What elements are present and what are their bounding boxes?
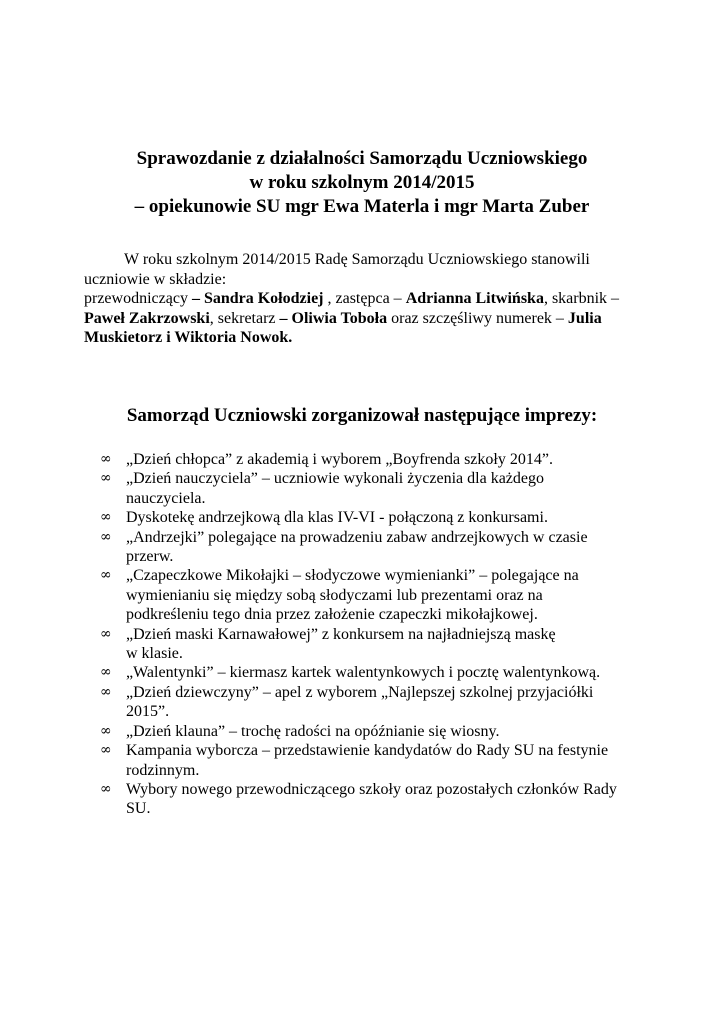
chair-name: – Sandra Kołodziej [191, 290, 324, 307]
list-item [100, 683, 660, 722]
list-item-text: nauczyciela. [126, 489, 206, 507]
list-item [100, 780, 660, 819]
infinity-bullet-icon: ∞ [100, 509, 112, 526]
list-item-text: SU. [126, 800, 151, 818]
list-item-text: „Dzień nauczyciela” – uczniowie wykonali życzenia dla każdego [126, 470, 545, 488]
infinity-bullet-icon: ∞ [100, 780, 112, 797]
title-line-2: w roku szkolnym 2014/2015 [249, 172, 475, 193]
list-item-text: Dyskotekę andrzejkową dla klas IV-VI - połączoną z konkursami. [126, 509, 548, 527]
events-list [100, 450, 660, 819]
role-deputy-label: , zastępca – [323, 290, 406, 307]
list-item-text: „Dzień chłopca” z akademią i wyborem „Boyfrenda szkoły 2014”. [126, 451, 553, 468]
lucky-number-name-1: Julia [567, 309, 602, 327]
title-line-1: Sprawozdanie z działalności Samorządu Uczniowskiego [136, 148, 588, 169]
list-item-text: „Walentynki” – kiermasz kartek walentynkowych i pocztę walentynkową. [126, 664, 601, 682]
list-item [100, 741, 660, 780]
role-treasurer-label: , skarbnik – [543, 290, 620, 307]
list-item [100, 528, 660, 567]
intro-line-3 [84, 289, 654, 309]
intro-line-5: Muskietorz i Wiktoria Nowok. [84, 329, 293, 346]
list-item [100, 722, 660, 741]
list-item [100, 469, 660, 508]
secretary-name: – Oliwia Toboła [279, 309, 388, 327]
list-item [100, 450, 660, 469]
list-item-text: „Czapeczkowe Mikołajki – słodyczowe wymienianki” – polegające na [126, 567, 579, 585]
role-secretary-label: , sekretarz [209, 309, 280, 327]
title-line-3: – opiekunowie SU mgr Ewa Materla i mgr Marta Zuber [134, 196, 590, 217]
list-item-text: „Andrzejki” polegające na prowadzeniu zabaw andrzejkowych w czasie [126, 528, 588, 546]
list-item [100, 566, 660, 624]
role-chair-label: przewodniczący [84, 290, 192, 307]
infinity-bullet-icon: ∞ [100, 742, 112, 759]
intro-paragraph [84, 250, 654, 348]
intro-line-1: W roku szkolnym 2014/2015 Radę Samorządu Uczniowskiego stanowili [124, 251, 590, 268]
infinity-bullet-icon: ∞ [100, 528, 112, 545]
list-item-text: wymienianiu się między sobą słodyczami lub prezentami oraz na [126, 586, 543, 604]
list-item-text: „Dzień dziewczyny” – apel z wyborem „Najlepszej szkolnej przyjaciółki [126, 683, 594, 701]
list-item-text: Kampania wyborcza – przedstawienie kandydatów do Rady SU na festynie [126, 742, 609, 760]
infinity-bullet-icon: ∞ [100, 567, 112, 584]
deputy-name: Adrianna Litwińska [405, 290, 544, 307]
list-item-text: rodzinnym. [126, 761, 200, 779]
list-item-text: przerw. [126, 548, 174, 566]
list-item-text: „Dzień maski Karnawałowej” z konkursem na najładniejszą maskę [126, 625, 556, 643]
list-item [100, 663, 660, 682]
infinity-bullet-icon: ∞ [100, 451, 112, 467]
list-item-text: podkreśleniu tego dnia przez założenie czapeczki mikołajkowej. [126, 606, 538, 624]
list-item-text: 2015”. [126, 703, 170, 721]
list-item-text: „Dzień klauna” – trochę radości na opóźnianie się wiosny. [126, 722, 500, 740]
list-item-text: w klasie. [126, 645, 183, 663]
infinity-bullet-icon: ∞ [100, 722, 112, 739]
list-item [100, 508, 660, 527]
intro-line-4 [84, 309, 654, 329]
infinity-bullet-icon: ∞ [100, 664, 112, 681]
infinity-bullet-icon: ∞ [100, 625, 112, 642]
treasurer-name: Paweł Zakrzowski [84, 309, 210, 327]
events-heading: Samorząd Uczniowski zorganizował następujące imprezy: [126, 405, 598, 426]
document-title [0, 147, 724, 219]
infinity-bullet-icon: ∞ [100, 683, 112, 700]
list-item [100, 625, 660, 664]
infinity-bullet-icon: ∞ [100, 470, 112, 487]
lucky-number-label: oraz szczęśliwy numerek – [387, 309, 568, 327]
intro-line-2: uczniowie w składzie: [84, 270, 227, 288]
list-item-text: Wybory nowego przewodniczącego szkoły oraz pozostałych członków Rady [126, 780, 617, 798]
